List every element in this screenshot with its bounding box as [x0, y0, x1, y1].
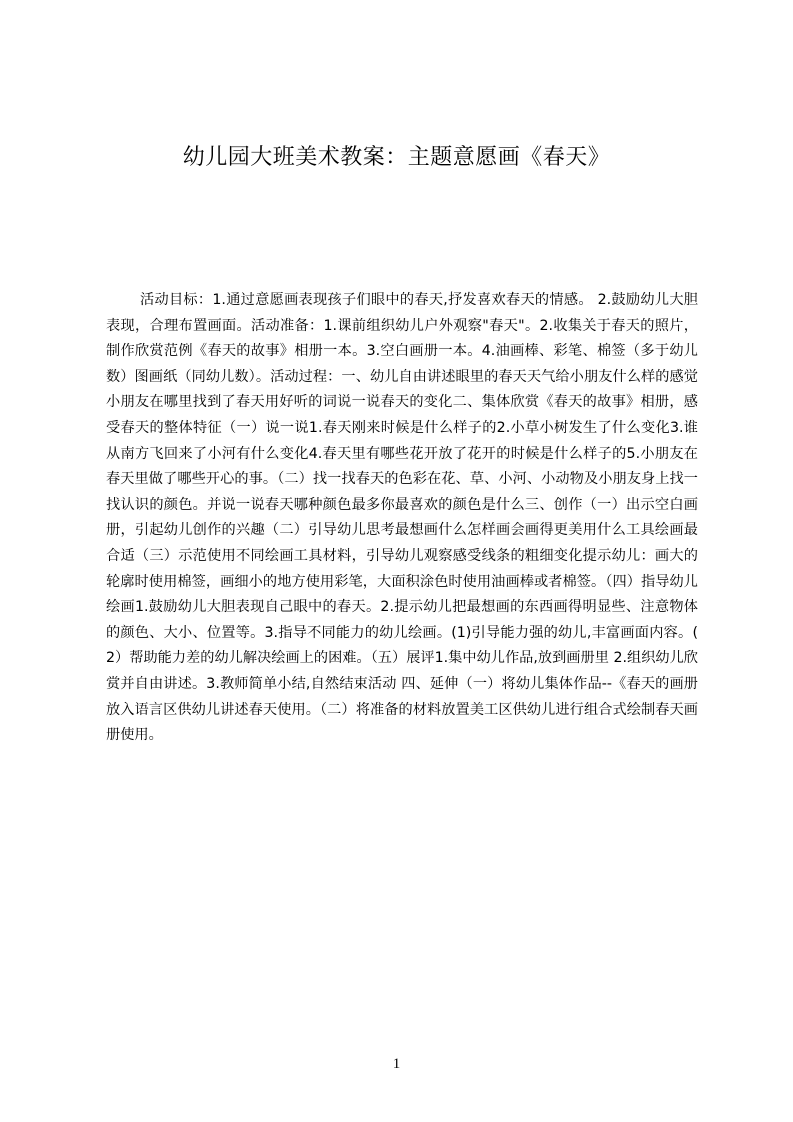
lesson-plan-body: 活动目标：1.通过意愿画表现孩子们眼中的春天,抒发喜欢春天的情感。 2.鼓励幼儿大胆表现，合理布置画面。活动准备：1.课前组织幼儿户外观察"春天"。2.收集关于春天的照片，制作欣赏范例《春天的故事》相册一本。3.空白画册一本。4.油画棒、彩笔、棉签（多于幼儿数）图画纸（同幼儿数）。活动过程：一、幼儿自由讲述眼里的春天天气给小朋友什么样的感觉小朋友在哪里找到了春天用好听的词说一说春天的变化二、集体欣赏《春天的故事》相册，感受春天的整体特征（一）说一说1.春天刚来时候是什么样子的2.小草小树发生了什么变化3.谁从南方飞回来了小河有什么变化4.春天里有哪些花开放了花开的时候是什么样子的5.小朋友在春天里做了哪些开心的事。（二）找一找春天的色彩在花、草、小河、小动物及小朋友身上找一找认识的颜色。并说一说春天哪种颜色最多你最喜欢的颜色是什么三、创作（一）出示空白画册，引起幼儿创作的兴趣（二）引导幼儿思考最想画什么怎样画会画得更美用什么工具绘画最合适（三）示范使用不同绘画工具材料，引导幼儿观察感受线条的粗细变化提示幼儿：画大的轮廓时使用棉签，画细小的地方使用彩笔，大面积涂色时使用油画棒或者棉签。（四）指导幼儿绘画1.鼓励幼儿大胆表现自己眼中的春天。2.提示幼儿把最想画的东西画得明显些、注意物体的颜色、大小、位置等。3.指导不同能力的幼儿绘画。(1)引导能力强的幼儿,丰富画面内容。( 2）帮助能力差的幼儿解决绘画上的困难。（五）展评1.集中幼儿作品,放到画册里 2.组织幼儿欣赏并自由讲述。3.教师简单小结,自然结束活动 四、延伸（一）将幼儿集体作品--《春天的画册放入语言区供幼儿讲述春天使用。（二）将准备的材料放置美工区供幼儿进行组合式绘制春天画册使用。 [106, 292, 698, 744]
page-number: 1 [392, 1056, 401, 1072]
document-title: 幼儿园大班美术教案：主题意愿画《春天》 [182, 145, 611, 170]
